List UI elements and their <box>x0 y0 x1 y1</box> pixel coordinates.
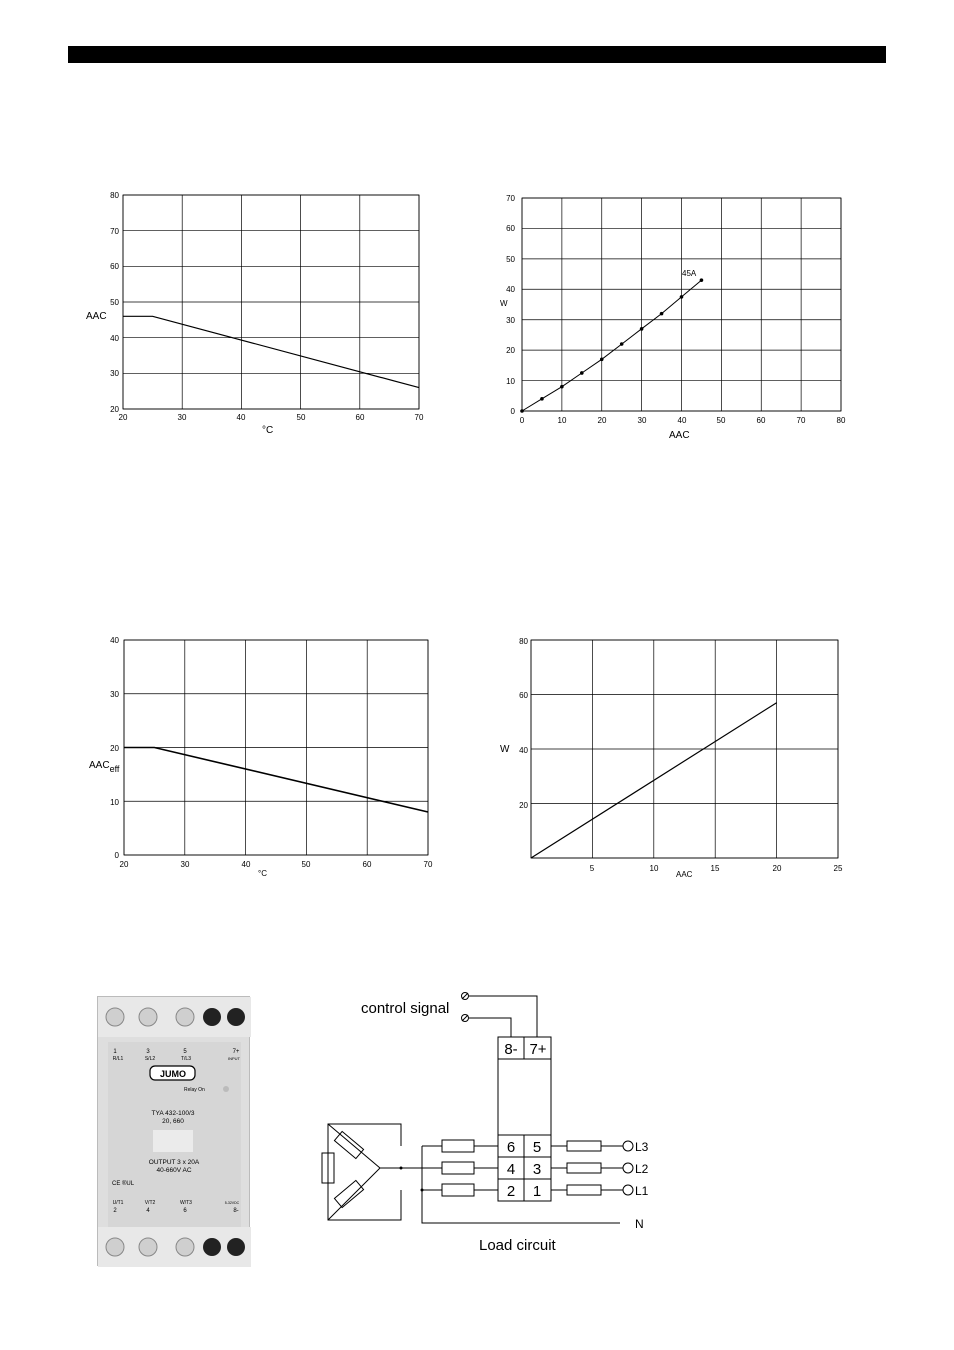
tick: 70 <box>423 860 433 869</box>
data-point <box>640 327 644 331</box>
tick: 80 <box>836 416 846 425</box>
tick: 30 <box>637 416 647 425</box>
resistor-icon <box>442 1140 474 1152</box>
data-point <box>520 409 524 413</box>
chart1-grid <box>123 195 419 409</box>
tick: 25 <box>833 864 843 873</box>
load-circuit-label: Load circuit <box>479 1237 556 1254</box>
label-window <box>153 1130 193 1152</box>
fuse-icon <box>567 1141 601 1151</box>
chart4-grid <box>531 640 838 858</box>
tick: 0 <box>510 407 515 416</box>
chart3-grid <box>124 640 428 855</box>
terminal-label: 4 <box>506 1161 516 1178</box>
tick: 5 <box>589 864 595 873</box>
output-voltage-label: 40-660V AC <box>156 1167 192 1174</box>
tick: 40 <box>506 285 515 294</box>
screw-icon <box>139 1008 157 1026</box>
neutral-label: N <box>635 1217 644 1231</box>
fuse-icon <box>567 1185 601 1195</box>
terminal-label: U/T1 <box>112 1200 124 1206</box>
chart2-xlabel: AAC <box>669 430 690 441</box>
model-label: TYA 432-100/3 <box>151 1110 195 1117</box>
chart1 <box>86 191 424 436</box>
data-point <box>700 278 704 282</box>
terminal-label: 1 <box>532 1183 542 1200</box>
chart1-series-line <box>123 316 419 387</box>
tick: 15 <box>710 864 720 873</box>
tick: 60 <box>362 860 372 869</box>
screw-icon <box>176 1008 194 1026</box>
node-dot <box>400 1167 403 1170</box>
screw-icon <box>203 1008 221 1026</box>
screw-icon <box>227 1238 245 1256</box>
line-label-l1: L1 <box>635 1184 649 1198</box>
device-illustration <box>98 997 251 1267</box>
chart1-ylabel: AAC <box>86 311 107 322</box>
resistor-icon <box>334 1180 363 1207</box>
chart2-series-line <box>522 280 701 411</box>
chart3-series-line <box>124 748 428 813</box>
tick: 70 <box>506 194 515 203</box>
tick: 30 <box>506 316 515 325</box>
supply-terminal-icon <box>623 1141 633 1151</box>
terminal-label: V/T2 <box>144 1200 156 1206</box>
ylabel-sub: eff <box>109 764 120 774</box>
chart2-ylabel: W <box>500 299 508 308</box>
line-label-l3: L3 <box>635 1140 649 1154</box>
data-point <box>580 371 584 375</box>
terminal-label: 5-32VDC <box>224 1201 240 1205</box>
tick: 40 <box>110 334 119 343</box>
terminal-label: 6 <box>183 1208 187 1214</box>
tick: 50 <box>716 416 726 425</box>
tick: 20 <box>110 744 119 753</box>
tick: 20 <box>772 864 782 873</box>
terminal-label: 6 <box>506 1139 516 1156</box>
screw-icon <box>106 1238 124 1256</box>
tick: 40 <box>236 413 246 422</box>
data-point <box>620 342 624 346</box>
chart3 <box>89 636 433 878</box>
tick: 10 <box>649 864 659 873</box>
screw-icon <box>227 1008 245 1026</box>
tick: 30 <box>177 413 187 422</box>
control-signal-label: control signal <box>361 1000 450 1017</box>
resistor-icon <box>442 1184 474 1196</box>
ylabel-main: AAC <box>89 760 110 771</box>
code-label: 20, 660 <box>162 1118 184 1125</box>
brand-logo-text: JUMO <box>159 1069 187 1079</box>
terminal-label: S/L2 <box>144 1056 156 1062</box>
led-icon <box>223 1086 229 1092</box>
tick: 60 <box>506 224 515 233</box>
tick: 50 <box>296 413 306 422</box>
data-point <box>600 357 604 361</box>
chart1-yticks <box>110 191 119 414</box>
terminal-label: R/L1 <box>112 1056 124 1062</box>
tick: 10 <box>557 416 567 425</box>
terminal-label: 4 <box>146 1208 150 1214</box>
tick: 40 <box>519 746 528 755</box>
supply-terminal-icon <box>623 1163 633 1173</box>
data-point <box>560 385 564 389</box>
chart3-xlabel: °C <box>258 869 267 878</box>
chart2 <box>500 194 846 441</box>
screw-icon <box>203 1238 221 1256</box>
terminal-label: 3 <box>146 1049 150 1055</box>
tick: 10 <box>506 377 515 386</box>
screw-icon <box>106 1008 124 1026</box>
terminal-label: 2 <box>506 1183 516 1200</box>
screw-icon <box>139 1238 157 1256</box>
tick: 60 <box>519 691 528 700</box>
tick: 10 <box>110 798 119 807</box>
chart4 <box>500 637 843 879</box>
terminal-label: 8- <box>233 1208 239 1214</box>
data-point <box>540 397 544 401</box>
tick: 20 <box>597 416 607 425</box>
chart4-ylabel: W <box>500 744 510 755</box>
cert-marks: CE ®UL <box>112 1181 135 1187</box>
tick: 70 <box>796 416 806 425</box>
terminal-7-label: 7+ <box>529 1041 547 1058</box>
terminal-label: 5 <box>183 1049 187 1055</box>
node-dot <box>421 1189 424 1192</box>
device-photo <box>97 996 250 1266</box>
resistor-icon <box>334 1131 363 1158</box>
chart2-grid <box>522 198 841 411</box>
chart3-ylabel <box>89 760 120 774</box>
tick: 50 <box>110 298 119 307</box>
terminal-label: 5 <box>532 1139 542 1156</box>
line-label-l2: L2 <box>635 1162 649 1176</box>
tick: 50 <box>506 255 515 264</box>
chart4-xlabel: AAC <box>676 870 693 879</box>
tick: 40 <box>241 860 251 869</box>
terminal-label: INPUT <box>228 1056 240 1061</box>
tick: 60 <box>355 413 365 422</box>
tick: 20 <box>110 405 119 414</box>
tick: 60 <box>110 262 119 271</box>
resistor-icon <box>442 1162 474 1174</box>
tick: 30 <box>110 690 119 699</box>
tick: 80 <box>519 637 528 646</box>
terminal-label: 3 <box>532 1161 542 1178</box>
chart2-annotation: 45A <box>682 269 697 278</box>
terminal-label: 7+ <box>232 1049 240 1055</box>
tick: 30 <box>110 369 119 378</box>
tick: 70 <box>110 227 119 236</box>
fuse-icon <box>567 1163 601 1173</box>
terminal-label: T/L3 <box>180 1056 192 1062</box>
tick: 20 <box>506 346 515 355</box>
chart2-points <box>520 278 703 412</box>
terminal-label: 2 <box>113 1208 117 1214</box>
tick: 70 <box>414 413 424 422</box>
data-point <box>680 295 684 299</box>
output-label: OUTPUT 3 x 20A <box>148 1159 200 1166</box>
chart1-xticks <box>119 413 424 422</box>
tick: 30 <box>180 860 190 869</box>
tick: 20 <box>519 801 528 810</box>
screw-icon <box>176 1238 194 1256</box>
supply-terminal-icon <box>623 1185 633 1195</box>
tick: 60 <box>756 416 766 425</box>
tick: 50 <box>301 860 311 869</box>
relay-label: Relay On <box>184 1087 205 1093</box>
terminal-label: 1 <box>113 1049 117 1055</box>
tick: 0 <box>519 416 525 425</box>
data-point <box>660 312 664 316</box>
tick: 40 <box>677 416 687 425</box>
tick: 20 <box>119 860 129 869</box>
tick: 20 <box>118 413 128 422</box>
terminal-label: W/T3 <box>180 1200 192 1206</box>
tick: 80 <box>110 191 119 200</box>
wiring-diagram <box>320 980 660 1260</box>
chart1-xlabel: °C <box>262 425 274 436</box>
tick: 40 <box>110 636 119 645</box>
tick: 0 <box>114 851 119 860</box>
terminal-8-label: 8- <box>504 1041 518 1058</box>
